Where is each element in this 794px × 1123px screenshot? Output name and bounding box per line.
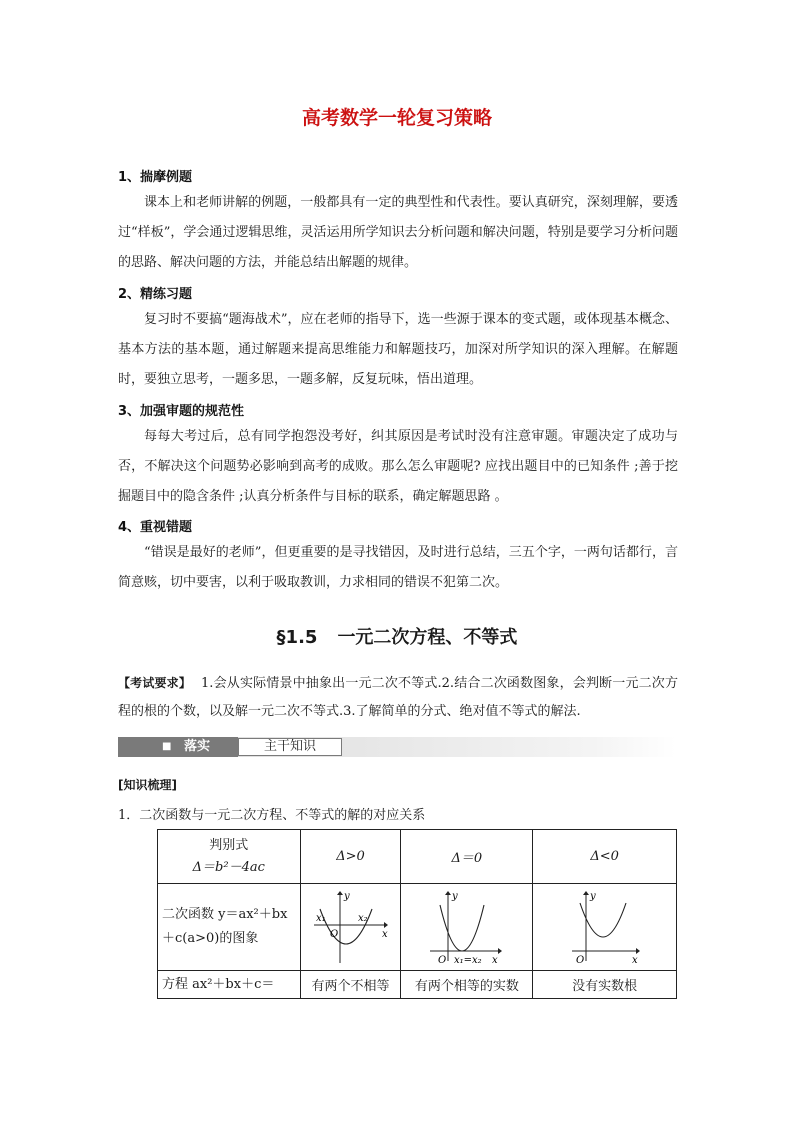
table-cell: 没有实数根 <box>533 971 677 999</box>
discriminant-formula: Δ＝b²－4ac <box>192 859 265 875</box>
function-label-line1: 二次函数 y＝ax²＋bx <box>162 907 288 922</box>
section-heading-3: 3、加强审题的规范性 <box>118 404 245 419</box>
origin-label: O <box>437 955 447 965</box>
origin-label: O <box>575 955 584 965</box>
table-header-cell: Δ>0 <box>300 830 401 884</box>
requirements-tag: 【考试要求】 <box>118 676 192 690</box>
knowledge-tag: [知识梳理] <box>118 778 177 792</box>
parabola-one-root-graph <box>426 889 508 965</box>
table-header-cell: Δ<0 <box>533 830 677 884</box>
discriminant-label: 判别式 <box>209 837 249 853</box>
chapter-number: §1.5 <box>276 627 318 648</box>
axis-y-label: y <box>451 891 458 902</box>
exam-requirements <box>118 669 678 726</box>
parabola-two-roots-graph <box>310 889 392 965</box>
section-body-3: 每每大考过后，总有同学抱怨没考好，纠其原因是考试时没有注意审题。审题决定了成功与否，不解决这个问题势必影响到高考的成败。那么怎么审题呢? 应找出题目中的已知条件 ;善于挖掘题目中的隐含条件 ;认真分析条件与目标的联系，确定解题思路 。 <box>118 429 678 504</box>
banner-primary <box>118 737 238 757</box>
square-bullet-icon: ■ <box>162 741 172 752</box>
origin-label: O <box>329 929 338 940</box>
banner-subtitle: 主干知识 <box>238 738 342 756</box>
item-heading: 1．二次函数与一元二次方程、不等式的解的对应关系 <box>118 808 426 823</box>
table-cell: 有两个相等的实数 <box>401 971 533 999</box>
section-heading-1: 1、揣摩例题 <box>118 170 193 185</box>
axis-x-label: x <box>631 955 638 965</box>
axis-y-label: y <box>343 891 350 902</box>
table-header-cell <box>158 830 301 884</box>
page-title: 高考数学一轮复习策略 <box>301 107 492 129</box>
axis-x-label: x <box>491 955 498 965</box>
table-row <box>158 830 677 884</box>
banner-label: 落实 <box>184 739 211 754</box>
table-cell: 方程 ax²＋bx＋c＝ <box>158 971 301 999</box>
section-body-4: “错误是最好的老师”，但更重要的是寻找错因，及时进行总结，三五个字，一两句话都行，言简意赅，切中要害，以利于吸取教训，力求相同的错误不犯第二次。 <box>118 545 678 590</box>
requirements-text: 1.会从实际情景中抽象出一元二次不等式.2.结合二次函数图象，会判断一元二次方程的根的个数，以及解一元二次不等式.3.了解简单的分式、绝对值不等式的解法. <box>118 676 678 719</box>
parabola-no-root-graph <box>564 889 646 965</box>
table-cell <box>300 884 401 971</box>
chapter-name: 一元二次方程、不等式 <box>337 627 518 648</box>
relation-table <box>157 829 677 999</box>
function-label-line2: ＋c(a>0)的图象 <box>162 931 259 946</box>
table-row <box>158 971 677 999</box>
section-body-2: 复习时不要搞“题海战术”，应在老师的指导下，选一些源于课本的变式题，或体现基本概念、基本方法的基本题，通过解题来提高思维能力和解题技巧，加深对所学知识的深入理解。在解题时，要独立思考，一题多思，一题多解，反复玩味，悟出道理。 <box>118 312 678 387</box>
section-banner <box>118 737 676 757</box>
table-header-cell: Δ＝0 <box>401 830 533 884</box>
axis-y-label: y <box>589 891 596 902</box>
table-row <box>158 884 677 971</box>
root-x1-label: x₁ <box>315 913 326 924</box>
table-cell: 有两个不相等 <box>300 971 401 999</box>
root-x2-label: x₂ <box>357 913 368 924</box>
table-cell <box>401 884 533 971</box>
section-heading-4: 4、重视错题 <box>118 520 193 535</box>
table-cell <box>158 884 301 971</box>
section-body-1: 课本上和老师讲解的例题，一般都具有一定的典型性和代表性。要认真研究，深刻理解，要透过“样板”，学会通过逻辑思维，灵活运用所学知识去分析问题和解决问题，特别是要学习分析问题的思路、解决问题的方法，并能总结出解题的规律。 <box>118 195 678 270</box>
chapter-title <box>0 623 794 649</box>
axis-x-label: x <box>381 929 388 940</box>
section-heading-2: 2、精练习题 <box>118 287 193 302</box>
double-root-label: x₁=x₂ <box>453 955 482 965</box>
table-cell <box>533 884 677 971</box>
